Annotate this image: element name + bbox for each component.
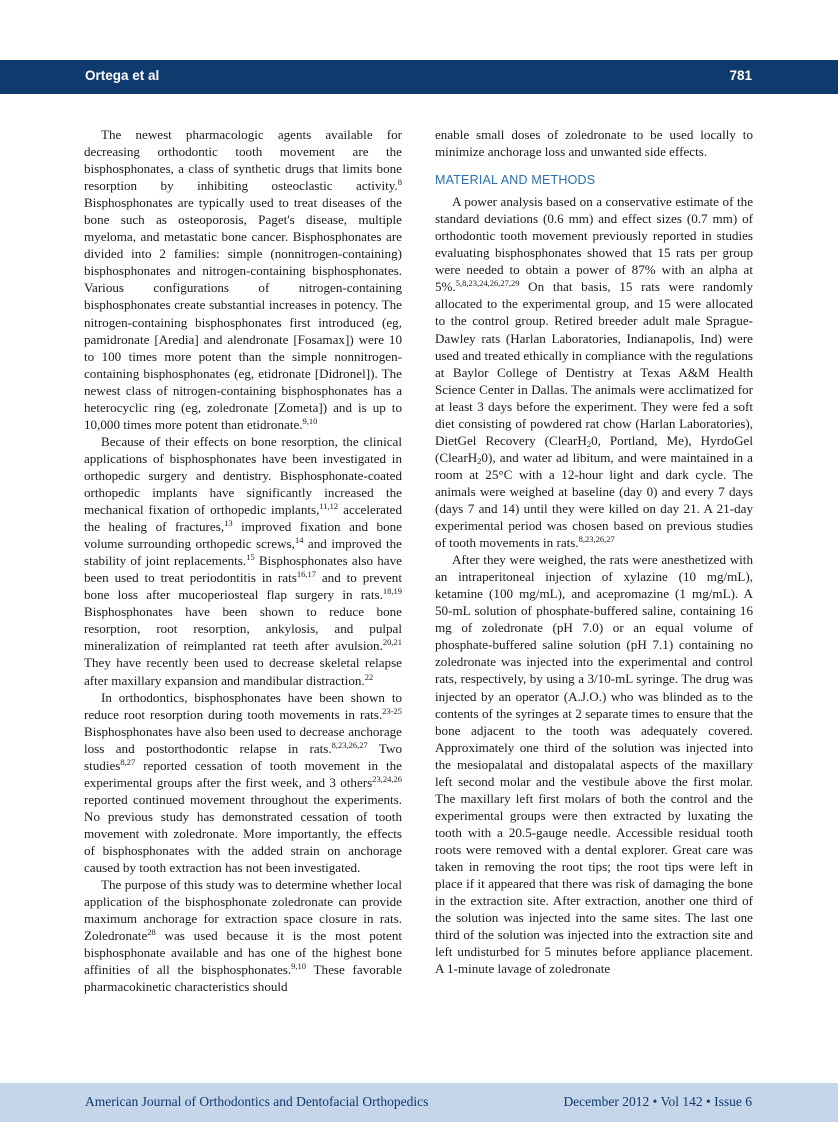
paragraph: The newest pharmacologic agents available for decreasing orthodontic tooth movement are the bisphosphonates, a class of synthetic drugs that limits bone resorption by inhibiting osteoclastic activity.$^8$ Bisphosphonates are typically used to treat diseases of the bone such as osteoporosis, Paget's disease, multiple myeloma, and metastatic bone cancer. Bisphosphonates are divided into 2 families: simple (nonnitrogen-containing) bisphosphonates and nitrogen-containing bisphosphonates. Various configurations of nitrogen-containing bisphosphonates create substantial increases in potency. The nitrogen-containing bisphosphonates first introduced (eg, pamidronate [Aredia] and alendronate [Fosamax]) were 10 to 100 times more potent than the simple nonnitrogen-containing bisphosphonates (eg, etidronate [Didronel]). The newest class of nitrogen-containing bisphosphonates has a heterocyclic ring (eg, zoledronate [Zometa]) and is up to 10,000 times more potent than etidronate.$^{9,10}$ — [84, 127, 402, 432]
left-column — [84, 126, 402, 995]
running-header — [0, 60, 838, 94]
paragraph: After they were weighed, the rats were anesthetized with an intraperitoneal injection of xylazine (10 mg/mL), ketamine (100 mg/mL), and acepromazine (1 mg/mL). A 50-mL solution of phosphate-buffered saline, containing 16 mg of zoledronate (pH 7.0) or an equal volume of phosphate-buffered saline solution (pH 7.1) containing no zoledronate was injected into the experimental and control rats, respectively, by using a 3/10-mL syringe. The drug was injected by an operator (A.J.O.) who was blinded as to the contents of the syringes at 2 separate times to ensure that the bone adjacent to the tooth was adequately covered. Approximately one third of the solution was injected into the mesiopalatal and distopalatal aspects of the maxillary left second molar and the vestibule above the first molar. The maxillary left first molars of both the control and the experimental groups were then extracted by luxating the tooth with a 20.5-gauge needle. Accessible residual tooth roots were removed with a dental explorer. Great care was taken in removing the root tips; the root tips were left in place if it appeared that there was risk of damaging the bone in the extraction site. After extraction, another one third of the solution was injected into the same sites. The last one third of the solution was injected into the extraction site and left undisturbed for 5 minutes before appliance placement. A 1-minute lavage of zoledronate — [435, 552, 753, 977]
journal-title: American Journal of Orthodontics and Dentofacial Orthopedics — [85, 1094, 429, 1109]
paragraph: In orthodontics, bisphosphonates have been shown to reduce root resorption during tooth movements in rats.$^{23-25}$ Bisphosphonates have also been used to decrease anchorage loss and postorthodontic relapse in rats.$^{8,23,26,27}$ Two studies$^{8,27}$ reported cessation of tooth movement in the experimental groups after the first week, and 3 others$^{23,24,26}$ reported continued movement throughout the experiments. No previous study has demonstrated cessation of tooth movement with zoledronate. More importantly, the effects of bisphosphonates with the added strain on anchorage caused by tooth extraction has not been investigated. — [84, 689, 402, 876]
paragraph: A power analysis based on a conservative estimate of the standard deviations (0.6 mm) and effect sizes (0.7 mm) of orthodontic tooth movement previously reported in studies evaluating bisphosphonates showed that 15 rats per group were needed to obtain a power of 87% with an alpha at 5%.$^{5,8,23,24,26,27,29}$ On that basis, 15 rats were randomly allocated to the experimental group, and 15 were allocated to the control group. Retired breeder adult male Sprague-Dawley rats (Harlan Laboratories, Indianapolis, Ind) were used and treated ethically in compliance with the regulations at Baylor College of Dentistry at Texas A&M Health Science Center in Dallas. The animals were acclimatized for at least 3 days before the experiment. They were fed a soft diet consisting of powdered rat chow (Harlan Laboratories), DietGel Recovery (ClearH$_2$0, Portland, Me), HyrdoGel (ClearH$_2$0), and water ad libitum, and were maintained in a room at 25°C with a 12-hour light and dark cycle. The animals were weighed at baseline (day 0) and every 7 days (days 7 and 14) until they were killed on day 21. A 21-day experimental period was chosen based on previous studies of tooth movements in rats.$^{8,23,26,27}$ — [435, 194, 753, 551]
running-header-author: Ortega et al — [85, 68, 160, 83]
paragraph: enable small doses of zoledronate to be used locally to minimize anchorage loss and unwanted side effects. — [435, 127, 753, 160]
paragraph: The purpose of this study was to determine whether local application of the bisphosphonate zoledronate can provide maximum anchorage for extraction space closure in rats. Zoledronate$^{28}$ was used because it is the most potent bisphosphonate available and has one of the highest bone affinities of all the bisphosphonates.$^{9,10}$ These favorable pharmacokinetic characteristics should — [84, 877, 402, 995]
page-number: 781 — [729, 68, 752, 83]
section-heading: MATERIAL AND METHODS — [435, 173, 596, 188]
running-footer — [0, 1083, 838, 1122]
issue-info: December 2012 • Vol 142 • Issue 6 — [563, 1094, 752, 1109]
paragraph: Because of their effects on bone resorption, the clinical applications of bisphosphonates have been investigated in orthopedic surgery and dentistry. Bisphosphonate-coated orthopedic implants have significantly increased the mechanical fixation of orthopedic implants,$^{11,12}$ accelerated the healing of fractures,$^{13}$ improved fixation and bone volume surrounding orthopedic screws,$^{14}$ and improved the stability of joint replacements.$^{15}$ Bisphosphonates also have been used to treat periodontitis in rats$^{16,17}$ and to prevent bone loss after mucoperiosteal flap surgery in rats.$^{18,19}$ Bisphosphonates have been shown to reduce bone resorption, root resorption, ankylosis, and pulpal mineralization of reimplanted rat teeth after avulsion.$^{20,21}$ They have recently been used to decrease skeletal relapse after maxillary expansion and mandibular distraction.$^{22}$ — [84, 433, 402, 688]
right-column — [435, 126, 753, 977]
